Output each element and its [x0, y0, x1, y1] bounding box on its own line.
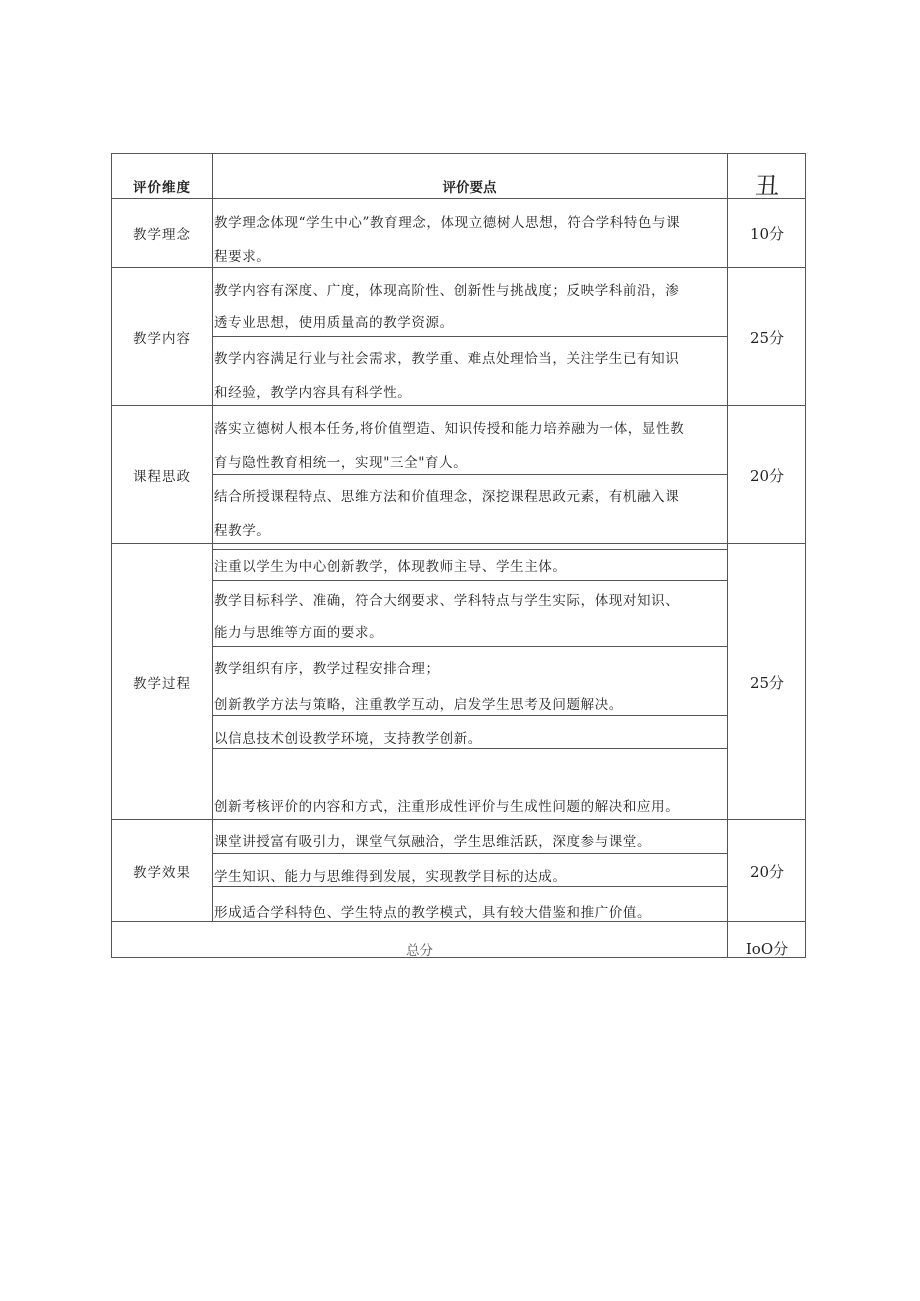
column-divider	[727, 154, 728, 957]
score-cell: 25分	[749, 329, 785, 347]
total-score: IoO分	[745, 940, 789, 958]
point-line: 结合所授课程特点、思维方法和价值理念，深挖课程思政元素，有机融入课	[214, 489, 680, 505]
score-cell: 20分	[749, 863, 785, 881]
dimension-cell: 教学内容	[133, 331, 191, 347]
point-line: 注重以学生为中心创新教学，体现教师主导、学生主体。	[214, 559, 567, 575]
dimension-cell: 教学理念	[133, 227, 191, 243]
point-line: 学生知识、能力与思维得到发展，实现教学目标的达成。	[214, 869, 567, 885]
point-line: 落实立德树人根本任务,将价值塑造、知识传授和能力培养融为一体，显性教	[214, 421, 685, 437]
score-cell: 25分	[749, 674, 785, 692]
point-line: 能力与思维等方面的要求。	[214, 625, 384, 641]
header-points: 评价要点	[442, 180, 497, 196]
evaluation-table	[111, 153, 806, 958]
total-label: 总分	[406, 943, 433, 959]
point-line: 教学内容满足行业与社会需求，教学重、难点处理恰当，关注学生已有知识	[214, 351, 680, 367]
point-line: 育与隐性教育相统一，实现"三全"育人。	[214, 455, 468, 471]
point-line: 程教学。	[214, 523, 271, 539]
row-divider	[112, 198, 805, 199]
point-line: 创新考核评价的内容和方式，注重形成性评价与生成性问题的解决和应用。	[214, 799, 680, 815]
point-line: 课堂讲授富有吸引力，课堂气氛融洽，学生思维活跃，深度参与课堂。	[214, 834, 652, 850]
dimension-cell: 教学效果	[133, 865, 191, 881]
point-line: 透专业思想，使用质量高的教学资源。	[214, 315, 454, 331]
point-line: 教学组织有序，教学过程安排合理；	[214, 661, 440, 677]
point-line: 教学内容有深度、广度，体现高阶性、创新性与挑战度；反映学科前沿，渗	[214, 283, 680, 299]
point-line: 教学理念体现“学生中心”教育理念，体现立德树人思想，符合学科特色与课	[214, 215, 681, 231]
point-line: 程要求。	[214, 249, 271, 265]
score-cell: 10分	[749, 225, 785, 243]
header-score-symbol: 丑	[755, 172, 779, 200]
header-dimension: 评价维度	[133, 180, 191, 196]
point-line: 以信息技术创设教学环境，支持教学创新。	[214, 731, 482, 747]
dimension-cell: 课程思政	[133, 469, 191, 485]
dimension-cell: 教学过程	[133, 676, 191, 692]
point-line: 创新教学方法与策略，注重教学互动，启发学生思考及问题解决。	[214, 697, 623, 713]
point-line: 和经验，教学内容具有科学性。	[214, 385, 412, 401]
score-cell: 20分	[749, 467, 785, 485]
point-line: 形成适合学科特色、学生特点的教学模式，具有较大借鉴和推广价值。	[214, 905, 652, 921]
column-divider	[212, 154, 213, 921]
point-line: 教学目标科学、准确，符合大纲要求、学科特点与学生实际，体现对知识、	[214, 593, 680, 609]
